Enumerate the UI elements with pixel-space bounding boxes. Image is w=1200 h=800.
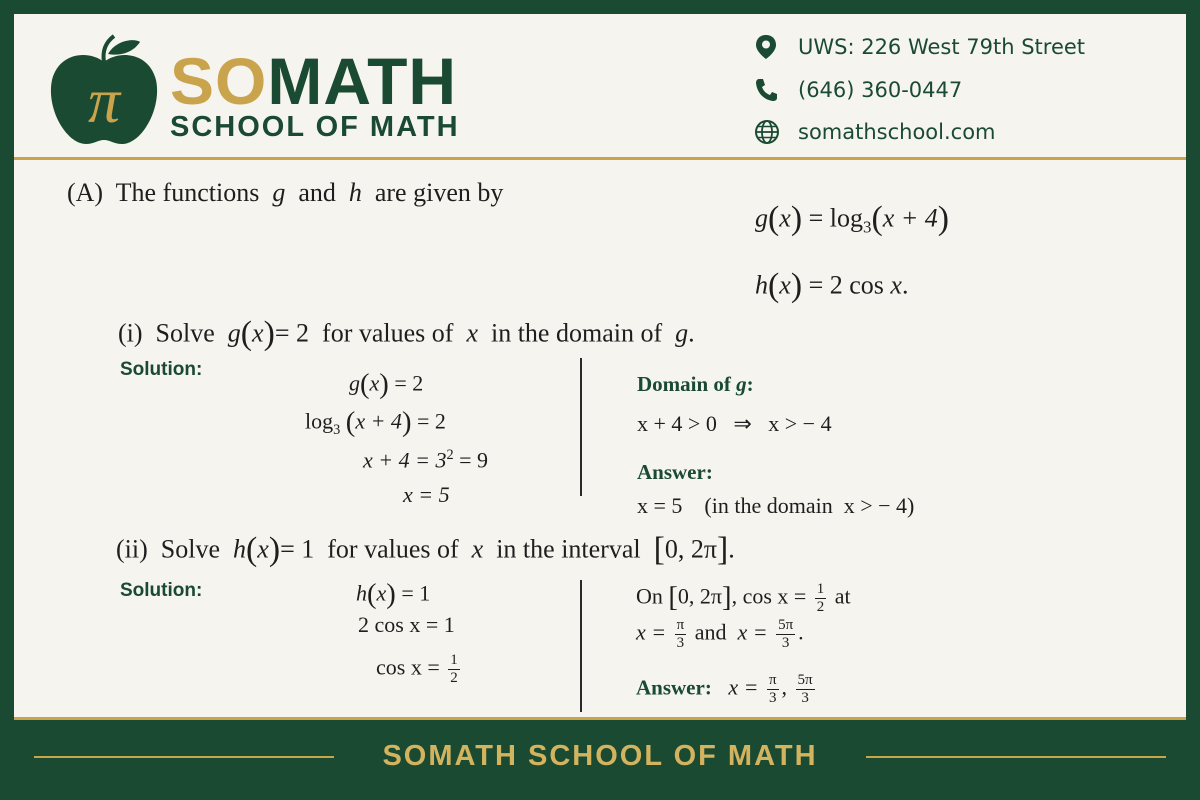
brand-name-so: SO: [170, 44, 268, 118]
footer-divider: [14, 717, 1186, 720]
part-ii-step-2: 2 cos x = 1: [358, 612, 455, 637]
brand-name-math: MATH: [267, 44, 458, 118]
part-i-g: g: [227, 318, 241, 348]
right-half-den: 2: [816, 599, 825, 615]
footer-title: SOMATH SCHOOL OF MATH: [382, 740, 818, 772]
part-ii-solve: Solve: [160, 534, 220, 564]
ii-step1-x: x: [376, 580, 387, 606]
problem-intro: The functions: [115, 178, 260, 207]
part-ii-in-interval: in the interval: [496, 534, 641, 564]
x-eq-1: x =: [636, 619, 667, 645]
part-i-x: x: [252, 318, 264, 348]
apple-logo-icon: [44, 32, 164, 152]
answer-pi-over-3: [767, 672, 779, 707]
cos-eq: , cos x =: [731, 583, 807, 609]
step1-x: x: [369, 370, 380, 396]
problem-and: and: [298, 178, 336, 207]
ii-step3-lhs: cos x =: [376, 654, 440, 680]
worksheet-card: [14, 14, 1186, 720]
right-half-fraction: [815, 581, 827, 616]
part-ii-answer: [636, 672, 818, 707]
answer-five-pi-den: 3: [801, 690, 809, 706]
domain-heading: [637, 374, 754, 395]
part-i-in-domain: in the domain of: [490, 318, 663, 348]
part-i-answer-line: x = 5 (in the domain x > − 4): [637, 493, 915, 518]
answer-five-pi-over-3: [796, 672, 815, 707]
part-ii-question: (ii) Solve h(x)= 1 for values of x in the interval [0, 2π].: [116, 531, 735, 568]
domain-line: x + 4 > 0 ⇒ x > − 4: [637, 411, 832, 436]
part-ii-x2: x: [471, 534, 484, 564]
h-definition: h(x) = 2 cos x.: [755, 267, 909, 304]
brand-name: [170, 44, 458, 118]
domain-heading-text: Domain of: [637, 372, 731, 396]
part-ii-h: h: [233, 534, 246, 564]
logo-glyph: π: [87, 65, 121, 136]
g-definition: $g(x) = \log_3(x + 4)$: [755, 200, 950, 237]
var-g: g: [272, 178, 286, 207]
x-eq-2: x =: [737, 619, 768, 645]
website-link[interactable]: somathschool.com: [798, 120, 996, 144]
var-h: h: [348, 178, 362, 207]
part-i-step-3: [363, 448, 488, 471]
half-num: 1: [450, 652, 458, 668]
part-i-solution-label: Solution:: [120, 359, 203, 380]
problem-label: (A): [67, 178, 104, 207]
part-i-answer-label: Answer:: [637, 460, 713, 484]
pi-den: 3: [676, 635, 685, 651]
step2-rhs: = 2: [416, 408, 446, 434]
step4-text: x = 5: [403, 482, 450, 507]
part-i-step-1: g(x) = 2: [349, 369, 424, 400]
part-i-solve: Solve: [155, 318, 215, 348]
part-i-question: (i) Solve g(x)= 2 for values of x in the domain of g.: [118, 315, 695, 352]
right-interval: 0, 2π: [677, 583, 723, 609]
phone-icon: [754, 77, 778, 103]
pi-num: π: [676, 617, 685, 633]
part-ii-end: .: [728, 534, 735, 564]
domain-heading-colon: :: [746, 372, 754, 396]
globe-icon: [754, 119, 780, 145]
right-half-num: 1: [816, 581, 825, 597]
answer-comma: ,: [781, 674, 788, 700]
part-ii-step-3: [376, 652, 463, 687]
part-ii-divider: [580, 580, 582, 712]
part-i-end: .: [688, 318, 695, 348]
h-def-arg: x: [779, 270, 791, 300]
answer-x-eq: x =: [728, 674, 759, 700]
step1-rhs: = 2: [394, 370, 424, 396]
location-pin-icon: [754, 34, 778, 60]
on-text: On: [636, 583, 663, 609]
step2-base: 3: [333, 422, 341, 439]
five-pi-over-3-fraction: [776, 617, 795, 652]
part-ii-eq: = 1: [280, 534, 315, 564]
part-i-for-values: for values of: [322, 318, 454, 348]
half-fraction: [448, 652, 460, 687]
part-ii-x: x: [257, 534, 269, 564]
g-def-inner: x + 4: [882, 203, 938, 233]
g-def-func: log: [829, 203, 863, 233]
step1-g: g: [349, 370, 360, 396]
problem-given-by: are given by: [374, 178, 504, 207]
part-ii-label: (ii): [116, 534, 148, 564]
part-i-x2: x: [466, 318, 478, 348]
part-ii-step-1: h(x) = 1: [356, 579, 431, 610]
ii-step1-h: h: [356, 580, 367, 606]
h-def-eq: = 2 cos: [808, 270, 884, 300]
part-i-label: (i): [118, 318, 143, 348]
step3-exp: 2: [446, 447, 454, 463]
five-pi-num: 5π: [778, 617, 794, 633]
g-def-lhs: g: [755, 203, 768, 233]
h-def-end: .: [901, 270, 909, 300]
g-def-arg: x: [779, 203, 791, 233]
step2-log: log: [305, 408, 334, 434]
right-end: .: [798, 619, 804, 645]
h-def-lhs: h: [755, 270, 768, 300]
step2-inner: x + 4: [355, 408, 402, 434]
part-i-divider: [580, 358, 582, 496]
brand-subtitle: SCHOOL OF MATH: [170, 111, 460, 143]
ii-step1-rhs: = 1: [401, 580, 431, 606]
phone-text[interactable]: (646) 360-0447: [798, 78, 963, 102]
problem-statement: [67, 180, 503, 206]
part-i-domain-var: g: [675, 318, 689, 348]
answer-pi-num: π: [768, 672, 777, 688]
part-i-eq: = 2: [274, 318, 310, 348]
half-den: 2: [450, 670, 458, 686]
header: [14, 14, 1186, 157]
pi-over-3-fraction: [675, 617, 687, 652]
part-ii-solution-label: Solution:: [120, 580, 203, 601]
step3-rhs: = 9: [459, 447, 489, 473]
h-def-var: x: [890, 270, 902, 300]
part-ii-right-line-1: On [0, 2π], cos x = $\frac{1}{2}$ at: [636, 581, 851, 615]
g-def-eq: =: [808, 203, 824, 233]
g-def-base: 3: [862, 217, 872, 237]
part-ii-right-line-2: [636, 617, 804, 652]
address-text: UWS: 226 West 79th Street: [798, 35, 1086, 59]
answer-five-pi-num: 5π: [797, 672, 813, 688]
part-ii-answer-label: Answer:: [636, 675, 712, 700]
part-ii-for-values: for values of: [327, 534, 459, 564]
header-divider: [14, 157, 1186, 160]
part-i-step-2: $\log_3 (x + 4) = 2$: [305, 407, 446, 439]
five-pi-den: 3: [781, 635, 790, 651]
step3-lhs: x + 4 = 3: [363, 447, 447, 473]
at-text: at: [834, 583, 851, 609]
part-ii-interval: 0, 2π: [664, 534, 718, 564]
part-i-step-4: [403, 484, 450, 506]
and-text: and: [694, 619, 727, 645]
domain-heading-var: g: [736, 372, 747, 396]
answer-pi-den: 3: [768, 690, 777, 706]
